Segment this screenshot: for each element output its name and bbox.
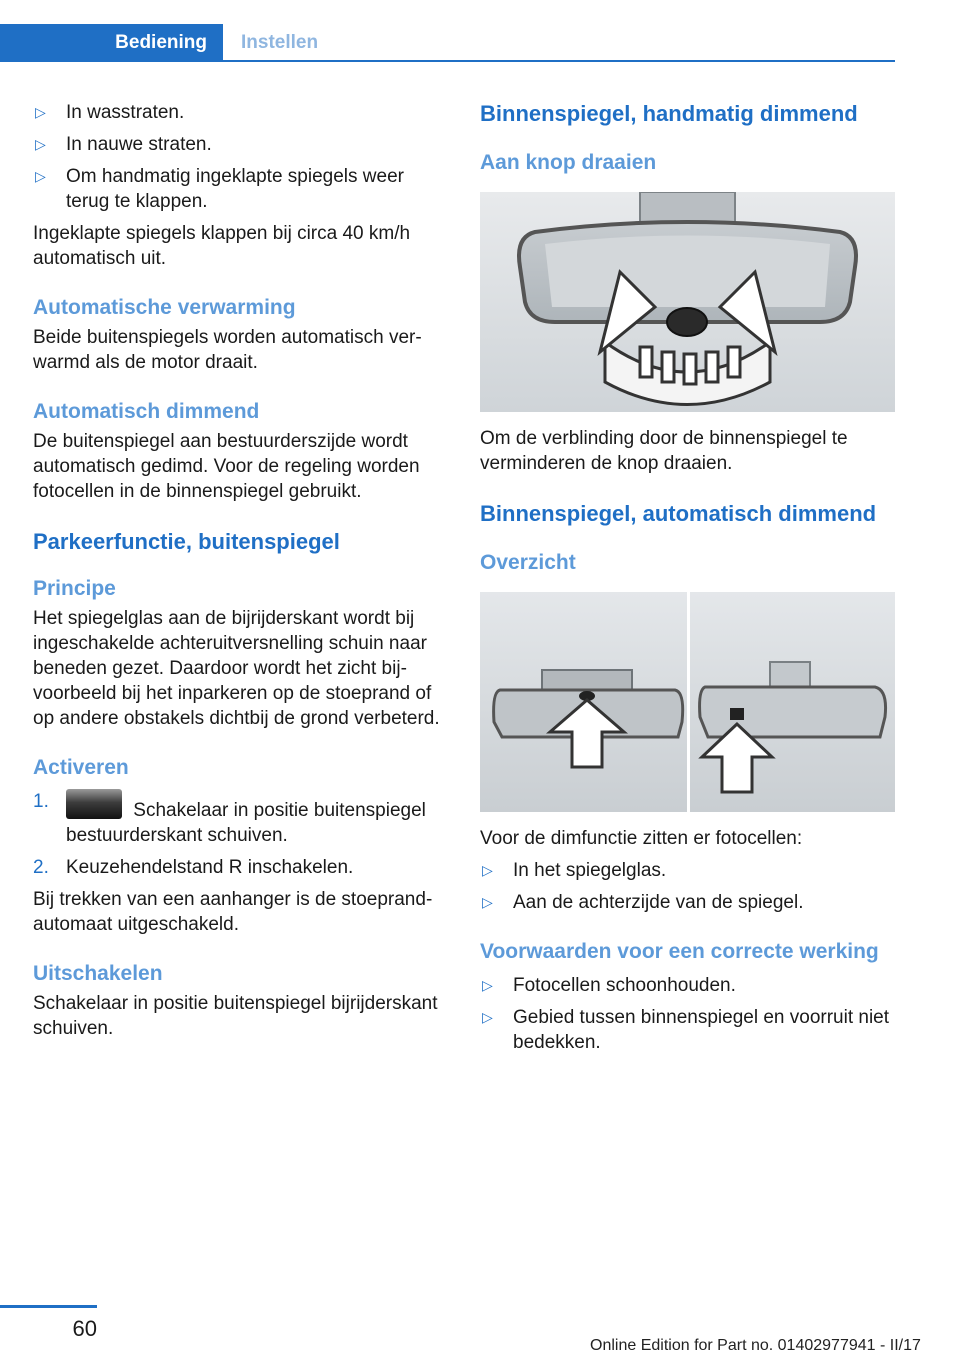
figure-photocells <box>480 592 895 812</box>
list-item: ▷ In nauwe straten. <box>35 134 212 155</box>
mirror-knob-illustration <box>480 192 895 412</box>
triangle-bullet-icon: ▷ <box>35 168 46 184</box>
list-item: ▷ Om handmatig ingeklapte spiegels weer terug te klappen. <box>35 166 404 212</box>
paragraph-principle: Het spiegelglas aan de bijrijderskant wordt bij ingeschakelde achteruitversnelling schuin naar beneden gezet. Daardoor wordt het zicht bijvoorbeeld bij het inparkeren op de stoeprand of op andere obstakels dichtbij de grond verbeterd. <box>33 608 440 729</box>
paragraph-switch-off: Schakelaar in positie buitenspiegel bijrijderskant schuiven. <box>33 993 438 1039</box>
heading-park-function: Parkeerfunctie, buitenspiegel <box>33 529 340 554</box>
tab-instellen[interactable]: Instellen <box>241 32 319 53</box>
triangle-bullet-icon: ▷ <box>35 104 46 120</box>
triangle-bullet-icon: ▷ <box>482 894 493 910</box>
heading-auto-dim-inner: Binnenspiegel, automatisch dimmend <box>480 501 877 526</box>
triangle-bullet-icon: ▷ <box>482 977 493 993</box>
heading-conditions: Voorwaarden voor een correcte werking <box>480 940 879 963</box>
paragraph-photocells: Voor de dimfunctie zitten er fotocellen: <box>480 828 803 849</box>
paragraph-trailer: Bij trekken van een aanhanger is de stoeprandautomaat uitgeschakeld. <box>33 889 433 935</box>
triangle-bullet-icon: ▷ <box>482 862 493 878</box>
edition-note: Online Edition for Part no. 01402977941 - II/17 <box>590 1337 921 1354</box>
triangle-bullet-icon: ▷ <box>482 1009 493 1025</box>
tab-bediening[interactable]: Bediening <box>0 24 223 62</box>
paragraph-turn-knob: Om de verblinding door de binnenspiegel te verminderen de knop draaien. <box>480 428 848 474</box>
heading-auto-dim: Automatisch dimmend <box>33 400 260 423</box>
heading-switch-off: Uitschakelen <box>33 962 163 985</box>
heading-activate: Activeren <box>33 756 129 779</box>
page-number: 60 <box>72 1316 97 1341</box>
header-tabs <box>0 24 895 62</box>
list-item: ▷ In het spiegelglas. <box>482 860 667 881</box>
heading-heating: Automatische verwarming <box>33 296 296 319</box>
list-item: ▷ Fotocellen schoonhouden. <box>482 975 736 996</box>
list-item: ▷ Aan de achterzijde van de spiegel. <box>482 892 804 913</box>
photocells-illustration <box>480 592 895 812</box>
list-item: ▷ In wasstraten. <box>35 102 185 123</box>
figure-mirror-knob <box>480 192 895 412</box>
list-item: 2. Keuzehendelstand R inschakelen. <box>33 857 354 878</box>
heading-principle: Principe <box>33 577 116 600</box>
triangle-bullet-icon: ▷ <box>35 136 46 152</box>
footer-rule <box>0 1305 97 1308</box>
right-column <box>480 100 895 1062</box>
heading-turn-knob: Aan knop draaien <box>480 151 657 174</box>
left-column <box>33 100 448 1041</box>
heading-manual-dim: Binnenspiegel, handmatig dimmend <box>480 101 858 126</box>
mirror-switch-icon <box>66 789 122 819</box>
heading-overview: Overzicht <box>480 551 576 574</box>
paragraph-fold: Ingeklapte spiegels klappen bij circa 40 km/h automatisch uit. <box>33 223 411 269</box>
paragraph-auto-dim: De buitenspiegel aan bestuurderszijde wordt automatisch gedimd. Voor de regeling worden fotocellen in de binnenspiegel gebruikt. <box>33 431 420 502</box>
list-item: 1. Schakelaar in positie buitenspiegel bestuurderskant schuiven. <box>33 791 426 846</box>
list-item: ▷ Gebied tussen binnenspiegel en voorruit niet bedekken. <box>482 1007 890 1053</box>
paragraph-heating: Beide buitenspiegels worden automatisch verwarmd als de motor draait. <box>33 327 422 373</box>
